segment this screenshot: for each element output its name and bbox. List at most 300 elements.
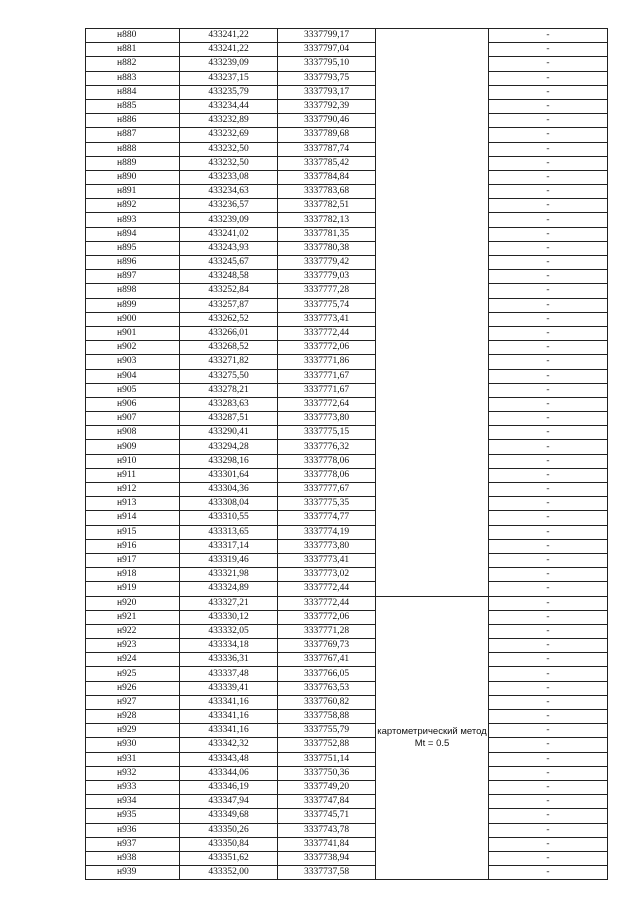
point-number-cell: н882 [86,57,180,71]
table-row [86,71,608,85]
error-cell: - [489,568,608,582]
y-coordinate-cell: 3337741,84 [278,837,376,851]
y-coordinate-cell: 3337745,71 [278,809,376,823]
error-cell: - [489,412,608,426]
error-cell: - [489,128,608,142]
x-coordinate-cell: 433275,50 [180,369,278,383]
point-number-cell: н910 [86,454,180,468]
coordinates-table-body [86,29,608,880]
y-coordinate-cell: 3337799,17 [278,29,376,43]
coordinates-table [85,28,608,880]
table-row [86,823,608,837]
y-coordinate-cell: 3337772,44 [278,596,376,610]
table-row [86,667,608,681]
y-coordinate-cell: 3337750,36 [278,766,376,780]
y-coordinate-cell: 3337760,82 [278,695,376,709]
x-coordinate-cell: 433287,51 [180,412,278,426]
y-coordinate-cell: 3337797,04 [278,43,376,57]
y-coordinate-cell: 3337782,51 [278,199,376,213]
x-coordinate-cell: 433232,50 [180,156,278,170]
table-row [86,483,608,497]
x-coordinate-cell: 433237,15 [180,71,278,85]
point-number-cell: н902 [86,341,180,355]
y-coordinate-cell: 3337772,44 [278,326,376,340]
point-number-cell: н932 [86,766,180,780]
error-cell: - [489,610,608,624]
x-coordinate-cell: 433334,18 [180,639,278,653]
x-coordinate-cell: 433232,89 [180,114,278,128]
x-coordinate-cell: 433352,00 [180,866,278,880]
x-coordinate-cell: 433239,09 [180,213,278,227]
table-row [86,99,608,113]
x-coordinate-cell: 433350,84 [180,837,278,851]
x-coordinate-cell: 433290,41 [180,426,278,440]
table-row [86,752,608,766]
point-number-cell: н885 [86,99,180,113]
x-coordinate-cell: 433343,48 [180,752,278,766]
point-number-cell: н900 [86,312,180,326]
y-coordinate-cell: 3337775,74 [278,298,376,312]
error-cell: - [489,681,608,695]
x-coordinate-cell: 433319,46 [180,553,278,567]
error-cell: - [489,511,608,525]
x-coordinate-cell: 433349,68 [180,809,278,823]
y-coordinate-cell: 3337789,68 [278,128,376,142]
x-coordinate-cell: 433294,28 [180,440,278,454]
point-number-cell: н911 [86,468,180,482]
x-coordinate-cell: 433344,06 [180,766,278,780]
x-coordinate-cell: 433301,64 [180,468,278,482]
point-number-cell: н891 [86,185,180,199]
x-coordinate-cell: 433234,44 [180,99,278,113]
x-coordinate-cell: 433232,50 [180,142,278,156]
error-cell: - [489,795,608,809]
x-coordinate-cell: 433239,09 [180,57,278,71]
error-cell: - [489,397,608,411]
x-coordinate-cell: 433341,16 [180,695,278,709]
error-cell: - [489,383,608,397]
table-row [86,29,608,43]
point-number-cell: н892 [86,199,180,213]
coordinates-sheet [85,28,608,880]
point-number-cell: н917 [86,553,180,567]
y-coordinate-cell: 3337782,13 [278,213,376,227]
table-row [86,355,608,369]
error-cell: - [489,227,608,241]
table-row [86,596,608,610]
error-cell: - [489,766,608,780]
y-coordinate-cell: 3337778,06 [278,454,376,468]
error-cell: - [489,142,608,156]
table-row [86,270,608,284]
y-coordinate-cell: 3337776,32 [278,440,376,454]
y-coordinate-cell: 3337771,86 [278,355,376,369]
x-coordinate-cell: 433317,14 [180,539,278,553]
y-coordinate-cell: 3337793,17 [278,85,376,99]
error-cell: - [489,866,608,880]
table-row [86,156,608,170]
table-row [86,85,608,99]
x-coordinate-cell: 433336,31 [180,653,278,667]
table-row [86,426,608,440]
y-coordinate-cell: 3337772,64 [278,397,376,411]
point-number-cell: н898 [86,284,180,298]
point-number-cell: н933 [86,780,180,794]
error-cell: - [489,170,608,184]
table-row [86,780,608,794]
error-cell: - [489,695,608,709]
x-coordinate-cell: 433327,21 [180,596,278,610]
table-row [86,213,608,227]
y-coordinate-cell: 3337773,41 [278,553,376,567]
error-cell: - [489,851,608,865]
point-number-cell: н883 [86,71,180,85]
y-coordinate-cell: 3337774,77 [278,511,376,525]
y-coordinate-cell: 3337773,02 [278,568,376,582]
x-coordinate-cell: 433339,41 [180,681,278,695]
y-coordinate-cell: 3337793,75 [278,71,376,85]
error-cell: - [489,326,608,340]
y-coordinate-cell: 3337775,35 [278,497,376,511]
table-row [86,369,608,383]
table-row [86,142,608,156]
point-number-cell: н904 [86,369,180,383]
point-number-cell: н919 [86,582,180,596]
point-number-cell: н888 [86,142,180,156]
table-row [86,170,608,184]
point-number-cell: н912 [86,483,180,497]
point-number-cell: н924 [86,653,180,667]
table-row [86,511,608,525]
error-cell: - [489,284,608,298]
point-number-cell: н918 [86,568,180,582]
x-coordinate-cell: 433241,22 [180,43,278,57]
y-coordinate-cell: 3337779,03 [278,270,376,284]
error-cell: - [489,724,608,738]
point-number-cell: н908 [86,426,180,440]
table-row [86,525,608,539]
table-row [86,568,608,582]
method-cell-empty [376,29,489,597]
x-coordinate-cell: 433268,52 [180,341,278,355]
point-number-cell: н895 [86,241,180,255]
table-row [86,312,608,326]
error-cell: - [489,483,608,497]
y-coordinate-cell: 3337743,78 [278,823,376,837]
table-row [86,497,608,511]
error-cell: - [489,497,608,511]
point-number-cell: н925 [86,667,180,681]
error-cell: - [489,85,608,99]
error-cell: - [489,837,608,851]
point-number-cell: н927 [86,695,180,709]
x-coordinate-cell: 433350,26 [180,823,278,837]
point-number-cell: н916 [86,539,180,553]
y-coordinate-cell: 3337773,41 [278,312,376,326]
x-coordinate-cell: 433252,84 [180,284,278,298]
x-coordinate-cell: 433278,21 [180,383,278,397]
y-coordinate-cell: 3337773,80 [278,412,376,426]
point-number-cell: н881 [86,43,180,57]
table-row [86,412,608,426]
table-row [86,809,608,823]
y-coordinate-cell: 3337785,42 [278,156,376,170]
point-number-cell: н921 [86,610,180,624]
table-row [86,582,608,596]
table-row [86,795,608,809]
point-number-cell: н926 [86,681,180,695]
table-row [86,766,608,780]
y-coordinate-cell: 3337773,80 [278,539,376,553]
error-cell: - [489,185,608,199]
x-coordinate-cell: 433235,79 [180,85,278,99]
y-coordinate-cell: 3337769,73 [278,639,376,653]
point-number-cell: н890 [86,170,180,184]
error-cell: - [489,653,608,667]
table-row [86,681,608,695]
table-row [86,851,608,865]
y-coordinate-cell: 3337747,84 [278,795,376,809]
y-coordinate-cell: 3337772,06 [278,341,376,355]
error-cell: - [489,639,608,653]
y-coordinate-cell: 3337795,10 [278,57,376,71]
point-number-cell: н886 [86,114,180,128]
error-cell: - [489,213,608,227]
table-row [86,454,608,468]
point-number-cell: н887 [86,128,180,142]
table-row [86,710,608,724]
point-number-cell: н901 [86,326,180,340]
table-row [86,468,608,482]
x-coordinate-cell: 433304,36 [180,483,278,497]
x-coordinate-cell: 433324,89 [180,582,278,596]
y-coordinate-cell: 3337737,58 [278,866,376,880]
table-row [86,738,608,752]
point-number-cell: н939 [86,866,180,880]
error-cell: - [489,156,608,170]
table-row [86,624,608,638]
x-coordinate-cell: 433266,01 [180,326,278,340]
table-row [86,128,608,142]
x-coordinate-cell: 433271,82 [180,355,278,369]
error-cell: - [489,525,608,539]
error-cell: - [489,341,608,355]
table-row [86,397,608,411]
x-coordinate-cell: 433262,52 [180,312,278,326]
y-coordinate-cell: 3337771,28 [278,624,376,638]
x-coordinate-cell: 433233,08 [180,170,278,184]
y-coordinate-cell: 3337777,28 [278,284,376,298]
error-cell: - [489,667,608,681]
error-cell: - [489,809,608,823]
error-cell: - [489,29,608,43]
error-cell: - [489,823,608,837]
table-row [86,724,608,738]
x-coordinate-cell: 433241,02 [180,227,278,241]
point-number-cell: н909 [86,440,180,454]
table-row [86,284,608,298]
x-coordinate-cell: 433243,93 [180,241,278,255]
error-cell: - [489,454,608,468]
y-coordinate-cell: 3337751,14 [278,752,376,766]
error-cell: - [489,57,608,71]
table-row [86,57,608,71]
error-cell: - [489,71,608,85]
y-coordinate-cell: 3337758,88 [278,710,376,724]
error-cell: - [489,710,608,724]
error-cell: - [489,355,608,369]
error-cell: - [489,312,608,326]
table-row [86,866,608,880]
point-number-cell: н922 [86,624,180,638]
y-coordinate-cell: 3337787,74 [278,142,376,156]
error-cell: - [489,199,608,213]
error-cell: - [489,440,608,454]
table-row [86,639,608,653]
y-coordinate-cell: 3337771,67 [278,369,376,383]
y-coordinate-cell: 3337780,38 [278,241,376,255]
error-cell: - [489,298,608,312]
y-coordinate-cell: 3337781,35 [278,227,376,241]
table-row [86,341,608,355]
table-row [86,185,608,199]
y-coordinate-cell: 3337772,06 [278,610,376,624]
point-number-cell: н899 [86,298,180,312]
x-coordinate-cell: 433341,16 [180,710,278,724]
y-coordinate-cell: 3337783,68 [278,185,376,199]
error-cell: - [489,369,608,383]
table-row [86,256,608,270]
point-number-cell: н934 [86,795,180,809]
x-coordinate-cell: 433332,05 [180,624,278,638]
error-cell: - [489,780,608,794]
x-coordinate-cell: 433234,63 [180,185,278,199]
error-cell: - [489,624,608,638]
y-coordinate-cell: 3337790,46 [278,114,376,128]
point-number-cell: н920 [86,596,180,610]
table-row [86,43,608,57]
point-number-cell: н928 [86,710,180,724]
point-number-cell: н903 [86,355,180,369]
y-coordinate-cell: 3337792,39 [278,99,376,113]
point-number-cell: н937 [86,837,180,851]
table-row [86,298,608,312]
point-number-cell: н915 [86,525,180,539]
error-cell: - [489,582,608,596]
y-coordinate-cell: 3337752,88 [278,738,376,752]
point-number-cell: н906 [86,397,180,411]
table-row [86,227,608,241]
y-coordinate-cell: 3337767,41 [278,653,376,667]
y-coordinate-cell: 3337749,20 [278,780,376,794]
point-number-cell: н936 [86,823,180,837]
y-coordinate-cell: 3337775,15 [278,426,376,440]
table-row [86,440,608,454]
x-coordinate-cell: 433351,62 [180,851,278,865]
table-row [86,553,608,567]
error-cell: - [489,468,608,482]
y-coordinate-cell: 3337784,84 [278,170,376,184]
point-number-cell: н897 [86,270,180,284]
table-row [86,539,608,553]
y-coordinate-cell: 3337738,94 [278,851,376,865]
point-number-cell: н880 [86,29,180,43]
x-coordinate-cell: 433310,55 [180,511,278,525]
x-coordinate-cell: 433283,63 [180,397,278,411]
point-number-cell: н930 [86,738,180,752]
table-row [86,383,608,397]
error-cell: - [489,43,608,57]
point-number-cell: н935 [86,809,180,823]
y-coordinate-cell: 3337774,19 [278,525,376,539]
x-coordinate-cell: 433313,65 [180,525,278,539]
point-number-cell: н884 [86,85,180,99]
table-row [86,326,608,340]
x-coordinate-cell: 433248,58 [180,270,278,284]
point-number-cell: н907 [86,412,180,426]
x-coordinate-cell: 433232,69 [180,128,278,142]
table-row [86,610,608,624]
x-coordinate-cell: 433337,48 [180,667,278,681]
point-number-cell: н931 [86,752,180,766]
table-row [86,199,608,213]
y-coordinate-cell: 3337771,67 [278,383,376,397]
table-row [86,837,608,851]
y-coordinate-cell: 3337779,42 [278,256,376,270]
x-coordinate-cell: 433241,22 [180,29,278,43]
error-cell: - [489,539,608,553]
point-number-cell: н896 [86,256,180,270]
x-coordinate-cell: 433257,87 [180,298,278,312]
point-number-cell: н893 [86,213,180,227]
x-coordinate-cell: 433330,12 [180,610,278,624]
error-cell: - [489,99,608,113]
method-note-cell: картометрический метод Mt = 0.5 [376,596,489,880]
error-cell: - [489,426,608,440]
x-coordinate-cell: 433341,16 [180,724,278,738]
y-coordinate-cell: 3337755,79 [278,724,376,738]
point-number-cell: н923 [86,639,180,653]
x-coordinate-cell: 433298,16 [180,454,278,468]
x-coordinate-cell: 433236,57 [180,199,278,213]
y-coordinate-cell: 3337766,05 [278,667,376,681]
x-coordinate-cell: 433245,67 [180,256,278,270]
point-number-cell: н905 [86,383,180,397]
x-coordinate-cell: 433321,98 [180,568,278,582]
y-coordinate-cell: 3337763,53 [278,681,376,695]
table-row [86,653,608,667]
error-cell: - [489,553,608,567]
point-number-cell: н889 [86,156,180,170]
point-number-cell: н913 [86,497,180,511]
table-row [86,695,608,709]
table-row [86,241,608,255]
error-cell: - [489,596,608,610]
error-cell: - [489,270,608,284]
error-cell: - [489,241,608,255]
x-coordinate-cell: 433346,19 [180,780,278,794]
x-coordinate-cell: 433347,94 [180,795,278,809]
point-number-cell: н929 [86,724,180,738]
x-coordinate-cell: 433308,04 [180,497,278,511]
x-coordinate-cell: 433342,32 [180,738,278,752]
y-coordinate-cell: 3337777,67 [278,483,376,497]
error-cell: - [489,256,608,270]
error-cell: - [489,738,608,752]
point-number-cell: н914 [86,511,180,525]
point-number-cell: н894 [86,227,180,241]
y-coordinate-cell: 3337778,06 [278,468,376,482]
